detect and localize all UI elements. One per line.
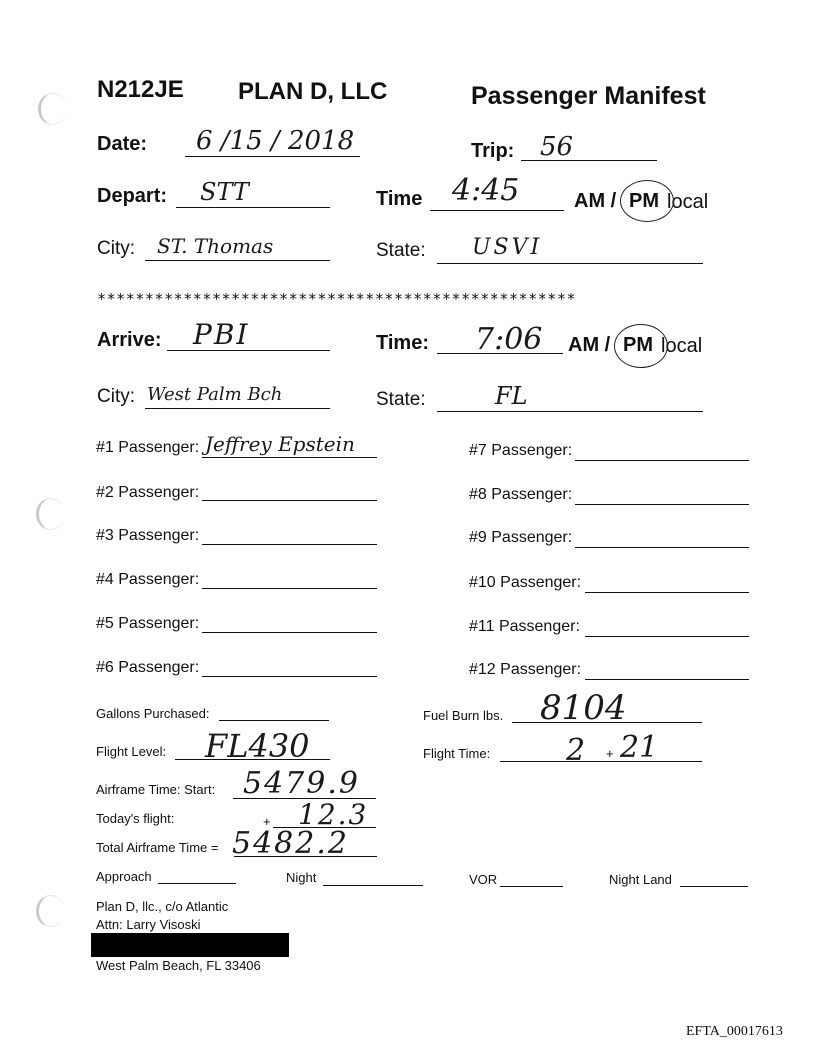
total-airframe-label: Total Airframe Time = [96, 840, 219, 855]
arrive-time-label: Time: [376, 332, 429, 354]
passenger-3-label: #3 Passenger: [96, 527, 200, 544]
passenger-9-label: #9 Passenger: [469, 529, 573, 546]
punch-hole-middle [36, 498, 65, 530]
passenger-7-line[interactable] [575, 460, 749, 461]
fuel-burn-label: Fuel Burn lbs. [423, 708, 504, 723]
date-value[interactable]: 6 /15 / 2018 [196, 126, 355, 156]
vor-label: VOR [469, 872, 498, 887]
arrive-label: Arrive: [97, 329, 162, 351]
depart-label: Depart: [97, 185, 168, 207]
passenger-4-label: #4 Passenger: [96, 571, 200, 588]
address-line-1: Plan D, llc., c/o Atlantic [96, 899, 229, 914]
arrive-value[interactable]: PBI [193, 318, 250, 351]
punch-hole-top [38, 93, 67, 125]
flight-level-value[interactable]: FL430 [205, 727, 310, 765]
passenger-2-label: #2 Passenger: [96, 484, 200, 501]
document-id: EFTA_00017613 [686, 1024, 783, 1039]
arrive-city-line [145, 408, 330, 409]
depart-pm-circle [620, 180, 674, 222]
depart-local-label: local [667, 191, 709, 213]
night-line[interactable] [323, 885, 423, 886]
arrive-city-label: City: [97, 386, 135, 407]
passenger-3-line[interactable] [202, 544, 377, 545]
vor-line[interactable] [500, 886, 563, 887]
passenger-10-label: #10 Passenger: [469, 574, 582, 591]
depart-city-value[interactable]: ST. Thomas [157, 234, 274, 258]
passenger-11-line[interactable] [585, 636, 749, 637]
depart-time-label: Time [376, 188, 423, 210]
arrive-pm-circle [614, 324, 668, 368]
passenger-7-label: #7 Passenger: [469, 442, 573, 459]
passenger-2-line[interactable] [202, 500, 377, 501]
airframe-start-value[interactable]: 5479.9 [243, 766, 360, 801]
redaction-block [91, 933, 289, 957]
passenger-6-label: #6 Passenger: [96, 659, 200, 676]
flight-time-line [500, 761, 702, 762]
fuel-burn-value[interactable]: 8104 [540, 688, 627, 728]
punch-hole-bottom [36, 895, 65, 927]
arrive-am-label: AM / [568, 334, 611, 356]
depart-time-value[interactable]: 4:45 [452, 173, 520, 208]
passenger-10-line[interactable] [585, 592, 749, 593]
arrive-state-value[interactable]: FL [495, 382, 528, 410]
passenger-12-label: #12 Passenger: [469, 661, 582, 678]
tail-number: N212JE [97, 76, 184, 103]
date-field-line [185, 156, 360, 157]
flight-time-plus: + [606, 746, 614, 761]
passenger-12-line[interactable] [585, 679, 749, 680]
passenger-9-line[interactable] [575, 547, 749, 548]
todays-flight-label: Today's flight: [96, 811, 175, 826]
depart-field-line [176, 207, 330, 208]
date-label: Date: [97, 133, 148, 155]
todays-flight-value[interactable]: 12.3 [298, 798, 369, 831]
arrive-pm-label: PM [623, 334, 653, 356]
arrive-time-value[interactable]: 7:06 [475, 322, 543, 357]
arrive-local-label: local [661, 335, 703, 357]
depart-state-value[interactable]: USVI [472, 235, 543, 260]
passenger-6-line[interactable] [202, 676, 377, 677]
passenger-5-line[interactable] [202, 632, 377, 633]
company-name: PLAN D, LLC [238, 78, 388, 105]
address-line-2: Attn: Larry Visoski [96, 917, 201, 932]
trip-value[interactable]: 56 [540, 132, 574, 162]
depart-value[interactable]: STT [200, 178, 249, 206]
night-land-label: Night Land [609, 872, 672, 887]
passenger-1-line [202, 457, 377, 458]
flight-time-minutes[interactable]: 21 [620, 730, 659, 765]
gallons-line[interactable] [219, 720, 329, 721]
depart-city-line [145, 260, 330, 261]
total-airframe-value[interactable]: 5482.2 [232, 826, 349, 861]
flight-time-label: Flight Time: [423, 746, 491, 761]
separator-asterisks: ************************************************** [97, 290, 577, 308]
passenger-5-label: #5 Passenger: [96, 615, 200, 632]
airframe-start-label: Airframe Time: Start: [96, 782, 216, 797]
night-land-line[interactable] [680, 886, 748, 887]
depart-state-label: State: [376, 240, 426, 261]
passenger-1-label: #1 Passenger: [96, 439, 200, 456]
passenger-4-line[interactable] [202, 588, 377, 589]
gallons-label: Gallons Purchased: [96, 706, 210, 721]
depart-pm-label: PM [629, 190, 659, 212]
passenger-1-value[interactable]: Jeffrey Epstein [205, 432, 355, 456]
depart-state-line [437, 263, 703, 264]
night-label: Night [286, 870, 317, 885]
passenger-8-line[interactable] [575, 504, 749, 505]
depart-time-line [430, 210, 564, 211]
arrive-state-line [437, 411, 703, 412]
passenger-11-label: #11 Passenger: [469, 618, 580, 635]
approach-label: Approach [96, 869, 152, 884]
approach-line[interactable] [158, 883, 236, 884]
address-line-4: West Palm Beach, FL 33406 [96, 958, 261, 973]
passenger-8-label: #8 Passenger: [469, 486, 573, 503]
depart-city-label: City: [97, 238, 135, 259]
flight-level-label: Flight Level: [96, 744, 167, 759]
todays-flight-plus: + [263, 814, 271, 829]
flight-time-hours[interactable]: 2 [566, 733, 586, 768]
arrive-state-label: State: [376, 389, 426, 410]
page-title: Passenger Manifest [471, 82, 706, 110]
depart-am-label: AM / [574, 190, 617, 212]
arrive-city-value[interactable]: West Palm Bch [147, 384, 283, 405]
trip-label: Trip: [471, 140, 515, 162]
